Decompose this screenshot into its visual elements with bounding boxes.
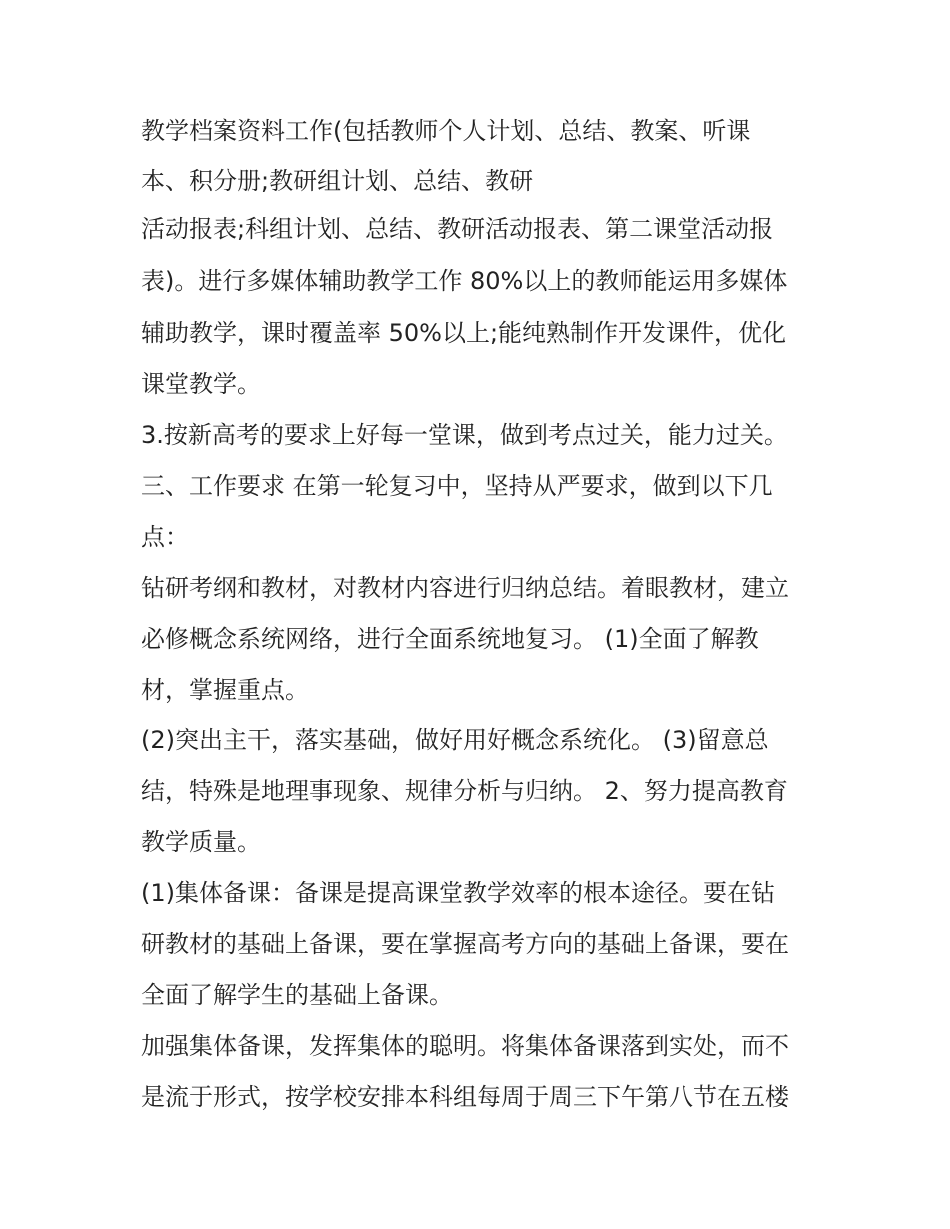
text-line: 活动报表;科组计划、总结、教研活动报表、第二课堂活动报 bbox=[141, 215, 774, 243]
text-line: 材，掌握重点。 bbox=[141, 676, 309, 704]
text-line: 课堂教学。 bbox=[141, 370, 261, 398]
text-line: 辅助教学，课时覆盖率 50%以上;能纯熟制作开发课件，优化 bbox=[141, 319, 787, 347]
text-line: 结，特殊是地理事现象、规律分析与归纳。 2、努力提高教育 bbox=[141, 777, 788, 805]
text-line: 研教材的基础上备课，要在掌握高考方向的基础上备课，要在 bbox=[141, 930, 789, 958]
text-line: 钻研考纲和教材，对教材内容进行归纳总结。着眼教材，建立 bbox=[141, 574, 789, 602]
text-line: 教学质量。 bbox=[141, 828, 261, 856]
text-line: 三、工作要求 在第一轮复习中，坚持从严要求，做到以下几 bbox=[141, 472, 773, 500]
text-line: 是流于形式，按学校安排本科组每周于周三下午第八节在五楼 bbox=[141, 1083, 789, 1111]
text-line: 加强集体备课，发挥集体的聪明。将集体备课落到实处，而不 bbox=[141, 1032, 789, 1060]
text-line: 表)。进行多媒体辅助教学工作 80%以上的教师能运用多媒体 bbox=[141, 267, 788, 295]
text-line: 全面了解学生的基础上备课。 bbox=[141, 981, 453, 1009]
text-line: (2)突出主干，落实基础，做好用好概念系统化。 (3)留意总 bbox=[141, 726, 769, 754]
text-line: (1)集体备课：备课是提高课堂教学效率的根本途径。要在钻 bbox=[141, 879, 775, 907]
text-line: 教学档案资料工作(包括教师个人计划、总结、教案、听课 bbox=[141, 117, 751, 145]
text-line: 本、积分册;教研组计划、总结、教研 bbox=[141, 167, 534, 195]
text-line: 3.按新高考的要求上好每一堂课，做到考点过关，能力过关。 bbox=[141, 421, 788, 449]
text-line: 点： bbox=[141, 523, 189, 551]
text-line: 必修概念系统网络，进行全面系统地复习。 (1)全面了解教 bbox=[141, 625, 759, 653]
